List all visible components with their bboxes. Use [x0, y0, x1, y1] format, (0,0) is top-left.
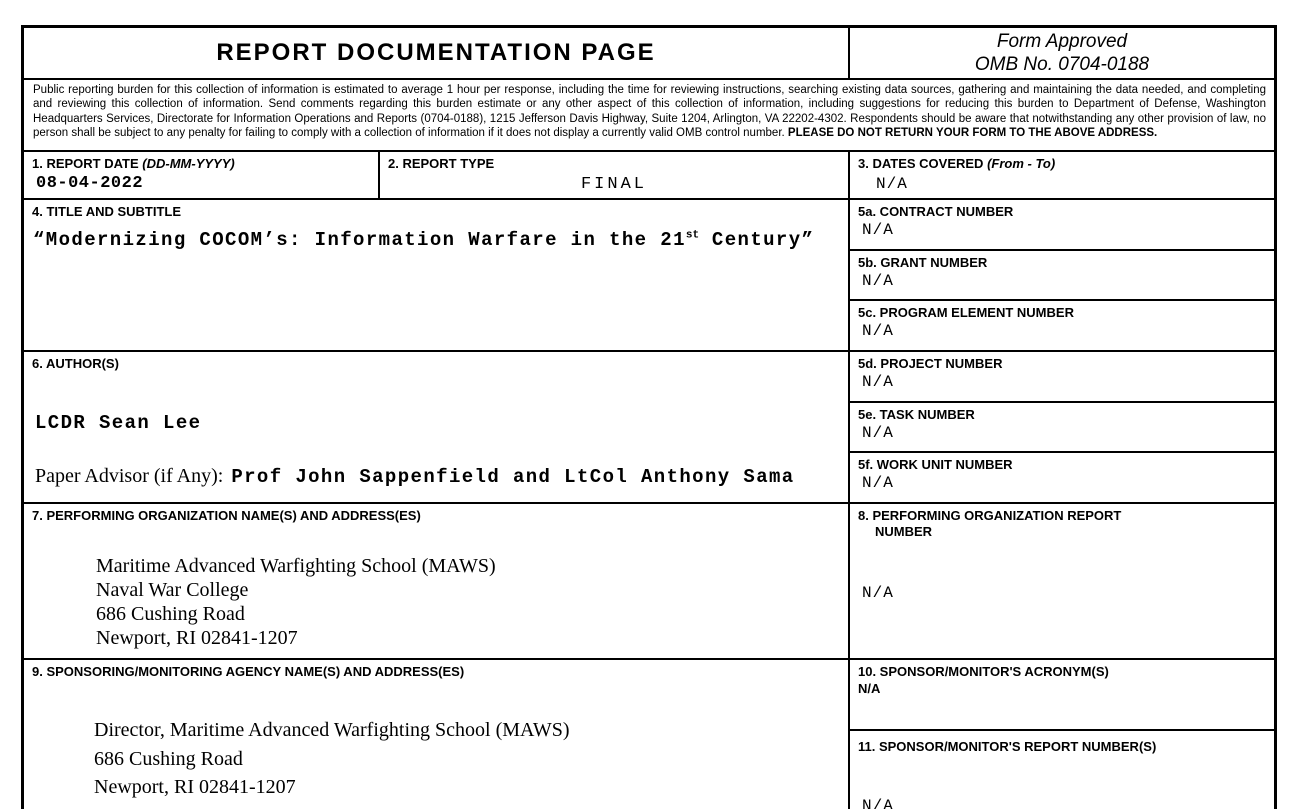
omb-number: OMB No. 0704-0188 [974, 54, 1150, 75]
sponsor-report-number-label: 11. SPONSOR/MONITOR'S REPORT NUMBER(S) [858, 739, 1157, 754]
dates-covered-label-text: 3. DATES COVERED [858, 156, 984, 171]
burden-text: Public reporting burden for this collection of information is estimated to average 1 hour per response, including the time for reviewing instructions, searching existing data sources, gathering and maintaining the data needed, and completing and reviewing this collection of information. Send comments regarding this burden estimate or any other aspect of this collection of information, including suggestions for reducing this burden to Department of Defense, Washington Headquarters Services, Directorate for Information Operations and Reports (0704-0188), 1215 Jefferson Davis Highway, Suite 1204, Arlington, VA 22202-4302. Respondents should be aware that notwithstanding any other provision of law, no person shall be subject to any penalty for failing to comply with a collection of information if it does not display a currently valid OMB control number. [33, 84, 1266, 139]
document-title-suffix: Century” [699, 229, 815, 251]
performing-org-line: 686 Cushing Road [96, 603, 245, 625]
dates-covered-value: N/A [876, 175, 908, 193]
grant-number-label: 5b. GRANT NUMBER [858, 255, 988, 270]
form-title-cell [24, 28, 848, 78]
paper-advisor-label: Paper Advisor (if Any): [35, 465, 224, 487]
field-report-date [24, 152, 378, 198]
report-date-format-hint: (DD-MM-YYYY) [142, 156, 235, 171]
sponsoring-agency-address [24, 716, 848, 802]
sponsor-acronym-value: N/A [858, 681, 881, 696]
field-work-unit-number [850, 451, 1274, 502]
burden-cell [24, 80, 1274, 150]
form-title: REPORT DOCUMENTATION PAGE [216, 39, 656, 66]
dates-covered-label [850, 152, 1274, 172]
contract-number-label: 5a. CONTRACT NUMBER [858, 204, 1014, 219]
report-date-label [24, 152, 378, 172]
burden-warning-text: PLEASE DO NOT RETURN YOUR FORM TO THE ABOVE ADDRESS. [787, 126, 1158, 139]
program-element-number-label: 5c. PROGRAM ELEMENT NUMBER [858, 305, 1074, 320]
dates-covered-format-hint: (From - To) [987, 156, 1056, 171]
author-value: LCDR Sean Lee [35, 412, 202, 434]
field-sponsor-report-number [850, 729, 1274, 809]
grant-number-value: N/A [862, 272, 894, 290]
project-number-stack [848, 352, 1274, 502]
work-unit-number-label: 5f. WORK UNIT NUMBER [858, 457, 1013, 472]
field-sponsor-acronym [850, 660, 1274, 729]
performing-org-label: 7. PERFORMING ORGANIZATION NAME(S) AND ADDRESS(ES) [32, 508, 421, 523]
paper-advisor-value: Prof John Sappenfield and LtCol Anthony Sama [231, 466, 795, 488]
field-task-number [850, 401, 1274, 451]
row-performing-org [24, 502, 1274, 658]
sponsoring-agency-line: Director, Maritime Advanced Warfighting School (MAWS) [94, 719, 570, 741]
sponsor-monitor-stack [848, 660, 1274, 809]
performing-org-report-number-value: N/A [862, 584, 894, 602]
form-approved-block [850, 28, 1274, 78]
performing-org-report-number-label-line1: 8. PERFORMING ORGANIZATION REPORT [858, 508, 1122, 523]
row-sponsoring-agency [24, 658, 1274, 809]
project-number-label: 5d. PROJECT NUMBER [858, 356, 1003, 371]
field-contract-number [850, 200, 1274, 249]
row-title-contract [24, 198, 1274, 350]
title-subtitle-label: 4. TITLE AND SUBTITLE [32, 204, 182, 219]
sponsor-acronym-label: 10. SPONSOR/MONITOR'S ACRONYM(S) [858, 664, 1109, 679]
field-dates-covered [848, 152, 1274, 198]
project-number-value: N/A [862, 373, 894, 391]
paper-advisor-line [24, 465, 848, 488]
contract-number-stack [848, 200, 1274, 350]
form-approved-text: Form Approved [996, 31, 1128, 52]
performing-org-report-number-label [850, 504, 1274, 540]
document-title-value [24, 220, 848, 251]
row-authors-project [24, 350, 1274, 502]
sf298-form [21, 25, 1277, 809]
task-number-value: N/A [862, 424, 894, 442]
sponsor-report-number-value: N/A [862, 797, 894, 809]
report-type-value: FINAL [580, 175, 647, 194]
sponsoring-agency-line: 686 Cushing Road [94, 747, 243, 770]
sponsoring-agency-line: Newport, RI 02841-1207 [94, 776, 296, 798]
sponsoring-agency-label: 9. SPONSORING/MONITORING AGENCY NAME(S) AND ADDRESS(ES) [32, 664, 465, 679]
burden-statement [24, 80, 1274, 140]
row-report-info [24, 150, 1274, 198]
field-title-subtitle [24, 200, 848, 350]
header-row [24, 28, 1274, 78]
field-sponsoring-agency [24, 660, 848, 809]
field-grant-number [850, 249, 1274, 299]
field-program-element-number [850, 299, 1274, 350]
program-element-number-value: N/A [862, 322, 894, 340]
performing-org-address [24, 554, 848, 650]
document-title-superscript: st [685, 229, 700, 242]
contract-number-value: N/A [862, 221, 894, 239]
document-title-prefix: “Modernizing COCOM’s: Information Warfare in the 21 [33, 229, 686, 251]
performing-org-line: Maritime Advanced Warfighting School (MAWS) [96, 555, 496, 577]
report-type-label: 2. REPORT TYPE [388, 156, 495, 171]
burden-row [24, 78, 1274, 150]
performing-org-report-number-label-line2: NUMBER [875, 524, 933, 539]
field-performing-org-report-number [848, 504, 1274, 658]
performing-org-line: Naval War College [96, 579, 249, 601]
report-date-label-text: 1. REPORT DATE [32, 156, 139, 171]
performing-org-line: Newport, RI 02841-1207 [96, 627, 298, 649]
form-approved-cell [848, 28, 1274, 78]
authors-label: 6. AUTHOR(S) [32, 356, 119, 371]
field-report-type [378, 152, 848, 198]
field-project-number [850, 352, 1274, 401]
field-authors [24, 352, 848, 502]
field-performing-org [24, 504, 848, 658]
task-number-label: 5e. TASK NUMBER [858, 407, 975, 422]
work-unit-number-value: N/A [862, 474, 894, 492]
report-date-value: 08-04-2022 [36, 174, 144, 193]
